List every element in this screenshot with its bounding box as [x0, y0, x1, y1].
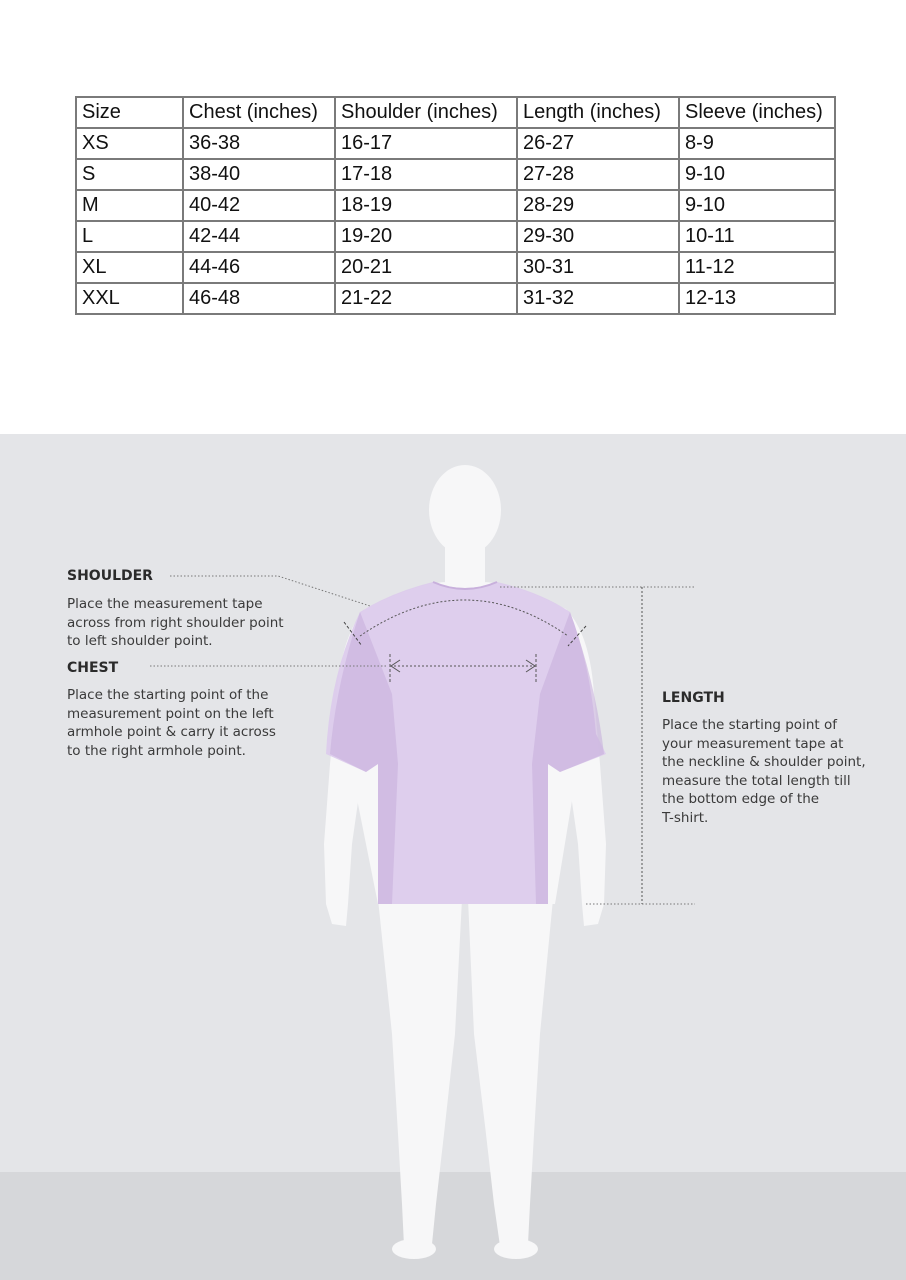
cell-shoulder: 18-19 — [335, 190, 517, 221]
cell-size: M — [76, 190, 183, 221]
length-desc-line: your measurement tape at — [662, 735, 844, 752]
length-desc-line: Place the starting point of — [662, 717, 837, 733]
table-row — [76, 252, 835, 283]
cell-sleeve: 12-13 — [679, 283, 835, 314]
cell-shoulder: 17-18 — [335, 159, 517, 190]
table-row — [76, 159, 835, 190]
cell-length: 26-27 — [517, 128, 679, 159]
body-figure-illustration — [0, 434, 906, 1280]
cell-sleeve: 9-10 — [679, 190, 835, 221]
table-row — [76, 221, 835, 252]
figure-right-leg — [468, 899, 553, 1246]
chest-desc-line: Place the starting point of the — [67, 687, 269, 703]
header-shoulder: Shoulder (inches) — [335, 97, 517, 128]
shoulder-desc-line: to left shoulder point. — [67, 633, 213, 649]
cell-length: 29-30 — [517, 221, 679, 252]
header-size: Size — [76, 97, 183, 128]
cell-length: 27-28 — [517, 159, 679, 190]
cell-sleeve: 10-11 — [679, 221, 835, 252]
figure-left-foot — [392, 1239, 436, 1259]
cell-size: XL — [76, 252, 183, 283]
chest-heading: CHEST — [67, 660, 119, 676]
cell-length: 31-32 — [517, 283, 679, 314]
cell-shoulder: 21-22 — [335, 283, 517, 314]
cell-chest: 44-46 — [183, 252, 335, 283]
table-header-row — [76, 97, 835, 128]
header-length: Length (inches) — [517, 97, 679, 128]
cell-size: S — [76, 159, 183, 190]
cell-sleeve: 9-10 — [679, 159, 835, 190]
cell-size: L — [76, 221, 183, 252]
shoulder-desc-line: Place the measurement tape — [67, 596, 263, 612]
header-sleeve: Sleeve (inches) — [679, 97, 835, 128]
length-desc-line: the bottom edge of the — [662, 791, 820, 807]
measurement-guide — [0, 434, 906, 1280]
shoulder-description — [67, 595, 284, 651]
length-heading: LENGTH — [662, 690, 725, 706]
table-row — [76, 128, 835, 159]
table-row — [76, 283, 835, 314]
figure-left-leg — [378, 899, 462, 1246]
cell-chest: 36-38 — [183, 128, 335, 159]
cell-chest: 46-48 — [183, 283, 335, 314]
length-desc-line: T-shirt. — [662, 809, 709, 826]
cell-shoulder: 20-21 — [335, 252, 517, 283]
length-desc-line: the neckline & shoulder point, — [662, 754, 866, 770]
header-chest: Chest (inches) — [183, 97, 335, 128]
cell-sleeve: 8-9 — [679, 128, 835, 159]
chest-description — [67, 686, 276, 760]
cell-chest: 42-44 — [183, 221, 335, 252]
cell-sleeve: 11-12 — [679, 252, 835, 283]
cell-chest: 40-42 — [183, 190, 335, 221]
chest-desc-line: measurement point on the left — [67, 705, 274, 722]
cell-shoulder: 19-20 — [335, 221, 517, 252]
cell-chest: 38-40 — [183, 159, 335, 190]
cell-length: 28-29 — [517, 190, 679, 221]
figure-right-foot — [494, 1239, 538, 1259]
length-description — [662, 716, 866, 827]
cell-shoulder: 16-17 — [335, 128, 517, 159]
cell-size: XXL — [76, 283, 183, 314]
table-row — [76, 190, 835, 221]
chest-desc-line: armhole point & carry it across — [67, 724, 276, 740]
size-chart-table — [75, 96, 836, 315]
chest-desc-line: to the right armhole point. — [67, 742, 246, 759]
length-desc-line: measure the total length till — [662, 772, 851, 789]
cell-size: XS — [76, 128, 183, 159]
shoulder-desc-line: across from right shoulder point — [67, 614, 284, 631]
shoulder-heading: SHOULDER — [67, 568, 153, 584]
cell-length: 30-31 — [517, 252, 679, 283]
